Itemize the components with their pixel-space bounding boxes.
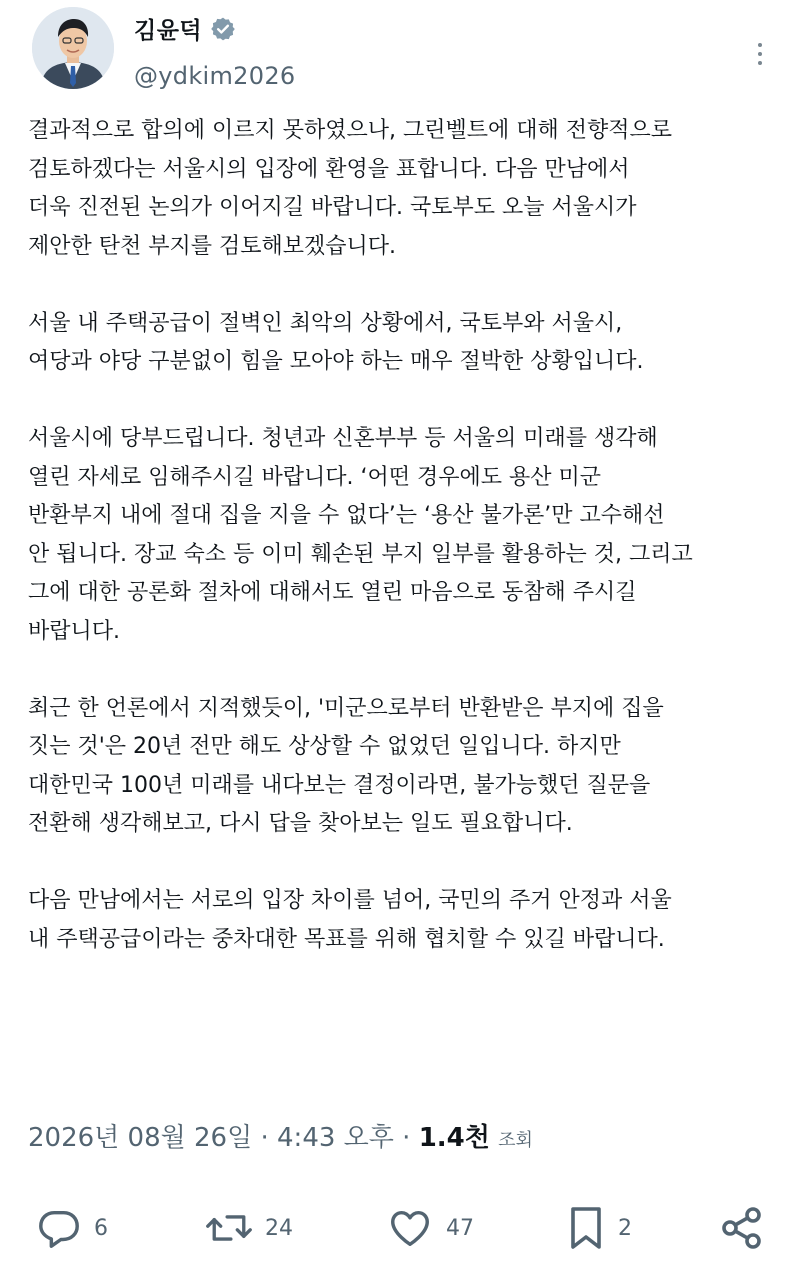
views-label: 조회 bbox=[498, 1130, 533, 1151]
tweet-text bbox=[28, 112, 778, 959]
share-button[interactable] bbox=[718, 1200, 766, 1256]
tweet-paragraph: 결과적으로 합의에 이르지 못하였으나, 그린벨트에 대해 전향적으로 검토하겠다는 서울시의 입장에 환영을 표합니다. 다음 만남에서 더욱 진전된 논의가 이어지길 바랍니다. 국토부도 오늘 서울시가 제안한 탄천 부지를 검토해보겠습니다. bbox=[28, 118, 673, 259]
retweet-icon bbox=[205, 1205, 253, 1251]
tweet-paragraph: 서울 내 주택공급이 절벽인 최악의 상황에서, 국토부와 서울시, 여당과 야당 구분없이 힘을 모아야 하는 매우 절박한 상황입니다. bbox=[28, 310, 644, 374]
author-handle[interactable]: @ydkim2026 bbox=[134, 62, 296, 90]
bookmark-count: 2 bbox=[618, 1215, 632, 1241]
avatar[interactable] bbox=[32, 7, 114, 89]
tweet-header bbox=[0, 0, 800, 110]
author-name-row bbox=[134, 12, 236, 45]
tweet-paragraph: 다음 만남에서는 서로의 입장 차이를 넘어, 국민의 주거 안정과 서울 내 주택공급이라는 중차대한 목표를 위해 협치할 수 있길 바랍니다. bbox=[28, 888, 672, 952]
like-button[interactable] bbox=[386, 1200, 474, 1256]
like-icon bbox=[386, 1205, 434, 1251]
meta-separator: · bbox=[402, 1123, 411, 1153]
tweet-date[interactable]: 2026년 08월 26일 bbox=[28, 1123, 253, 1153]
reply-count: 6 bbox=[94, 1215, 108, 1241]
profile-photo bbox=[32, 7, 114, 89]
retweet-count: 24 bbox=[265, 1215, 293, 1241]
retweet-button[interactable] bbox=[205, 1200, 293, 1256]
tweet-time[interactable]: 4:43 오후 bbox=[277, 1123, 394, 1153]
bookmark-button[interactable] bbox=[566, 1200, 632, 1256]
reply-button[interactable] bbox=[36, 1200, 108, 1256]
like-count: 47 bbox=[446, 1215, 474, 1241]
meta-separator: · bbox=[260, 1123, 269, 1153]
views-count[interactable]: 1.4천 bbox=[418, 1123, 490, 1153]
tweet-paragraph: 서울시에 당부드립니다. 청년과 신혼부부 등 서울의 미래를 생각해 열린 자세로 임해주시길 바랍니다. ‘어떤 경우에도 용산 미군 반환부지 내에 절대 집을 지을 수 없다’는 ‘용산 불가론’만 고수해선 안 됩니다. 장교 숙소 등 이미 훼손된 부지 일부를 활용하는 것, 그리고 그에 대한 공론화 절차에 대해서도 열린 마음으로 동참해 주시길 바랍니다. bbox=[28, 426, 693, 644]
bookmark-icon bbox=[566, 1204, 606, 1252]
verified-badge-icon bbox=[210, 16, 236, 42]
reply-icon bbox=[36, 1205, 82, 1251]
share-icon bbox=[718, 1204, 766, 1252]
tweet-meta bbox=[28, 1117, 533, 1154]
tweet-paragraph: 최근 한 언론에서 지적했듯이, '미군으로부터 반환받은 부지에 집을 짓는 것'은 20년 전만 해도 상상할 수 없었던 일입니다. 하지만 대한민국 100년 미래를 내다보는 결정이라면, 불가능했던 질문을 전환해 생각해보고, 다시 답을 찾아보는 일도 필요합니다. bbox=[28, 695, 664, 836]
display-name[interactable]: 김윤덕 bbox=[134, 18, 203, 44]
tweet-actions bbox=[0, 1200, 800, 1256]
more-options-icon[interactable] bbox=[750, 38, 770, 72]
